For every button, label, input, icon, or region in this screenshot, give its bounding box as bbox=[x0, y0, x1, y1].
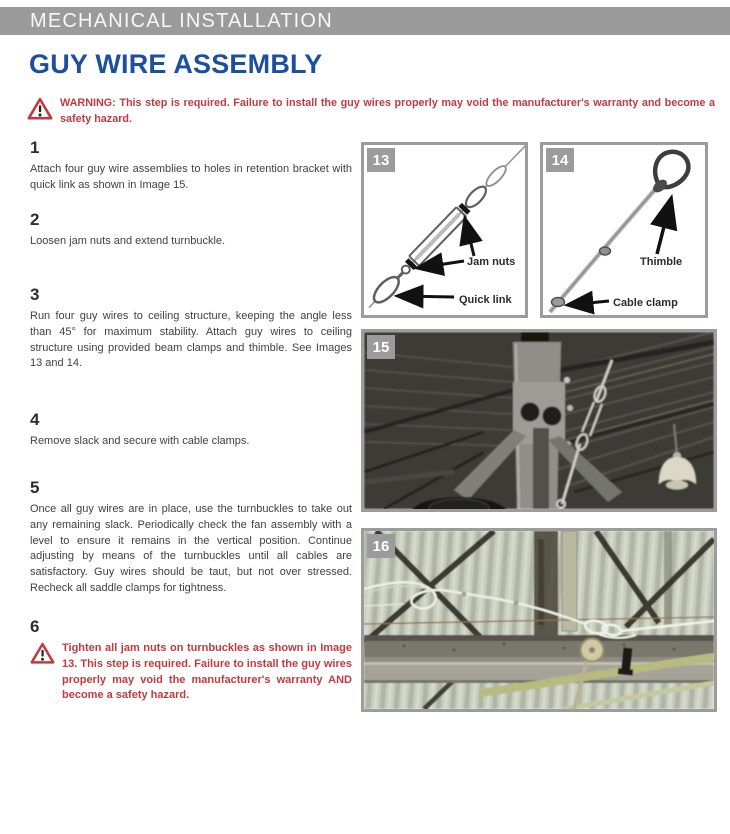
figure-number-badge: 15 bbox=[367, 335, 395, 359]
warning-banner bbox=[27, 96, 715, 127]
step-1 bbox=[30, 139, 352, 194]
label-jam-nuts: Jam nuts bbox=[467, 256, 516, 268]
label-quick-link: Quick link bbox=[459, 294, 512, 306]
ceiling-mount-photo bbox=[364, 332, 714, 509]
step-text: Run four guy wires to ceiling structure, keeping the angle less than 45° for maximum stability. Attach guy wires to ceiling structure using provided beam clamps and thimble. See Images 13 and 14. bbox=[30, 310, 352, 370]
step-5 bbox=[30, 479, 352, 597]
figure-15 bbox=[361, 329, 717, 512]
step-2 bbox=[30, 211, 352, 250]
step-number: 5 bbox=[30, 478, 40, 497]
warning-triangle-icon bbox=[27, 97, 53, 126]
warning-triangle-icon bbox=[30, 642, 55, 670]
figure-number-badge: 14 bbox=[546, 148, 574, 172]
header-bar bbox=[0, 7, 730, 35]
step-text: Once all guy wires are in place, use the turnbuckles to take out any remaining slack. Periodically check the fan assembly with a level to ensure it remains in the vertical position. Continue adjusting by means of the turnbuckles until all cables are satisfactory. Guy wires should be taut, but not over stressed. Recheck all saddle clamps for tightness. bbox=[30, 503, 352, 595]
figure-number-badge: 16 bbox=[367, 534, 395, 558]
step-4 bbox=[30, 411, 352, 450]
step-number: 6 bbox=[30, 617, 40, 636]
step-text: Remove slack and secure with cable clamps. bbox=[30, 435, 250, 447]
step-6 bbox=[30, 618, 352, 704]
warning-text: WARNING: This step is required. Failure to install the guy wires properly may void the manufacturer's warranty and become a safety hazard. bbox=[60, 97, 715, 125]
step-text: Loosen jam nuts and extend turnbuckle. bbox=[30, 235, 226, 247]
step-3 bbox=[30, 286, 352, 372]
beam-clamp-photo bbox=[364, 531, 714, 709]
step-number: 3 bbox=[30, 285, 40, 304]
figure-number-badge: 13 bbox=[367, 148, 395, 172]
step-text: Attach four guy wire assemblies to holes in retention bracket with quick link as shown in Image 15. bbox=[30, 163, 352, 191]
page-title: GUY WIRE ASSEMBLY bbox=[29, 49, 323, 79]
figure-13 bbox=[361, 142, 528, 318]
header-title: MECHANICAL INSTALLATION bbox=[30, 9, 333, 32]
step-number: 1 bbox=[30, 138, 40, 157]
label-cable-clamp: Cable clamp bbox=[613, 297, 678, 309]
step-warning-text: Tighten all jam nuts on turnbuckles as shown in Image 13. This step is required. Failure to install the guy wires properly may void the manufacturer's warranty AND become a safety hazard. bbox=[62, 642, 352, 702]
figure-16 bbox=[361, 528, 717, 712]
step-number: 4 bbox=[30, 410, 40, 429]
label-thimble: Thimble bbox=[640, 256, 683, 268]
step-number: 2 bbox=[30, 210, 40, 229]
figure-14 bbox=[540, 142, 708, 318]
